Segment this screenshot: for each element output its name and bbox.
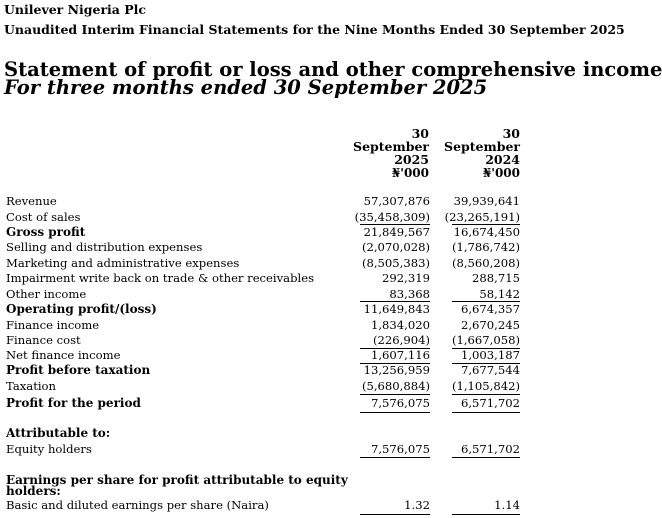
statement-subtitle: For three months ended 30 September 2025 xyxy=(4,76,488,99)
row-label: Finance income xyxy=(6,317,100,332)
value-2024: (8,560,208) xyxy=(451,255,520,270)
value-2024: 6,571,702 xyxy=(460,441,520,456)
value-2024: 1.14 xyxy=(494,498,520,512)
rule xyxy=(360,394,430,395)
row-label: Equity holders xyxy=(6,441,92,456)
row-finance-income xyxy=(0,318,526,334)
value-2024: 7,677,544 xyxy=(460,363,520,377)
value-2025: 83,368 xyxy=(389,286,430,301)
value-2024: 39,939,641 xyxy=(453,194,520,208)
value-2025: 7,576,075 xyxy=(370,441,430,456)
section-heading: holders: xyxy=(6,484,61,498)
value-2025: (5,680,884) xyxy=(361,378,430,393)
value-2024: 16,674,450 xyxy=(453,224,520,239)
row-net-finance-income xyxy=(0,348,526,364)
row-revenue xyxy=(0,194,526,210)
value-2024: 2,670,245 xyxy=(460,317,520,332)
column-header-month: September xyxy=(444,139,520,154)
column-header-day: 30 xyxy=(411,126,429,141)
row-impairment xyxy=(0,271,526,287)
value-2024: 1,003,187 xyxy=(460,348,520,362)
section-heading: Earnings per share for profit attributable to equity xyxy=(6,473,348,487)
value-2024: 288,715 xyxy=(472,271,520,285)
value-2024: 58,142 xyxy=(479,286,520,301)
row-label: Selling and distribution expenses xyxy=(6,240,203,254)
value-2024: (1,667,058) xyxy=(451,333,520,347)
value-2025: 21,849,567 xyxy=(363,224,430,239)
row-label: Gross profit xyxy=(6,224,86,239)
column-header-month: September xyxy=(353,139,429,154)
value-2025: 1,834,020 xyxy=(370,317,430,332)
company-name: Unilever Nigeria Plc xyxy=(4,2,147,17)
value-2024: (1,105,842) xyxy=(451,378,520,393)
row-eps xyxy=(0,498,526,514)
rule xyxy=(360,514,430,515)
currency-unit-2025: ₦'000 xyxy=(391,166,429,180)
row-label: Marketing and administrative expenses xyxy=(6,255,240,270)
row-label: Profit for the period xyxy=(6,396,141,410)
value-2025: (2,070,028) xyxy=(361,240,430,254)
column-header-2024 xyxy=(444,127,520,166)
value-2024: (23,265,191) xyxy=(444,209,520,224)
row-marketing-admin xyxy=(0,256,526,272)
row-label: Net finance income xyxy=(6,348,121,362)
value-2025: 7,576,075 xyxy=(370,396,430,410)
value-2025: 292,319 xyxy=(382,271,430,285)
row-label: Taxation xyxy=(6,378,57,393)
rule xyxy=(452,514,520,515)
row-label: Cost of sales xyxy=(6,209,81,224)
value-2025: 1.32 xyxy=(404,498,430,512)
column-header-year: 2025 xyxy=(394,152,429,167)
row-label: Finance cost xyxy=(6,333,81,347)
section-heading: Attributable to: xyxy=(6,426,111,440)
column-header-year: 2024 xyxy=(485,152,520,167)
attributable-heading xyxy=(0,426,526,442)
currency-unit-2024: ₦'000 xyxy=(482,166,520,180)
value-2025: (8,505,383) xyxy=(361,255,430,270)
row-taxation xyxy=(0,379,526,395)
statement-title: Statement of profit or loss and other comprehensive income xyxy=(4,58,662,81)
row-gross-profit xyxy=(0,225,526,241)
row-selling-distribution xyxy=(0,240,526,256)
rule xyxy=(360,457,430,458)
value-2025: 1,607,116 xyxy=(370,348,430,362)
row-cost-of-sales xyxy=(0,210,526,226)
row-operating-profit xyxy=(0,302,526,318)
row-label: Revenue xyxy=(6,194,57,208)
row-label: Other income xyxy=(6,286,87,301)
value-2024: (1,786,742) xyxy=(451,240,520,254)
value-2025: (226,904) xyxy=(373,333,430,347)
rule xyxy=(452,394,520,395)
column-header-day: 30 xyxy=(502,126,520,141)
value-2024: 6,571,702 xyxy=(460,396,520,410)
document-title: Unaudited Interim Financial Statements for the Nine Months Ended 30 September 2025 xyxy=(4,22,625,37)
row-label: Profit before taxation xyxy=(6,363,151,377)
column-header-2025 xyxy=(353,127,429,166)
row-equity-holders xyxy=(0,442,526,458)
value-2025: (35,458,309) xyxy=(354,209,430,224)
rule xyxy=(360,412,430,413)
row-other-income xyxy=(0,287,526,303)
rule xyxy=(452,412,520,413)
row-label: Impairment write back on trade & other receivables xyxy=(6,271,315,285)
row-profit-before-tax xyxy=(0,363,526,379)
row-profit-for-period xyxy=(0,396,526,412)
value-2025: 57,307,876 xyxy=(363,194,430,208)
row-finance-cost xyxy=(0,333,526,349)
value-2025: 13,256,959 xyxy=(363,363,430,377)
row-label: Operating profit/(loss) xyxy=(6,302,157,316)
value-2024: 6,674,357 xyxy=(460,302,520,316)
row-label: Basic and diluted earnings per share (Naira) xyxy=(6,498,269,512)
rule xyxy=(452,457,520,458)
value-2025: 11,649,843 xyxy=(363,302,430,316)
